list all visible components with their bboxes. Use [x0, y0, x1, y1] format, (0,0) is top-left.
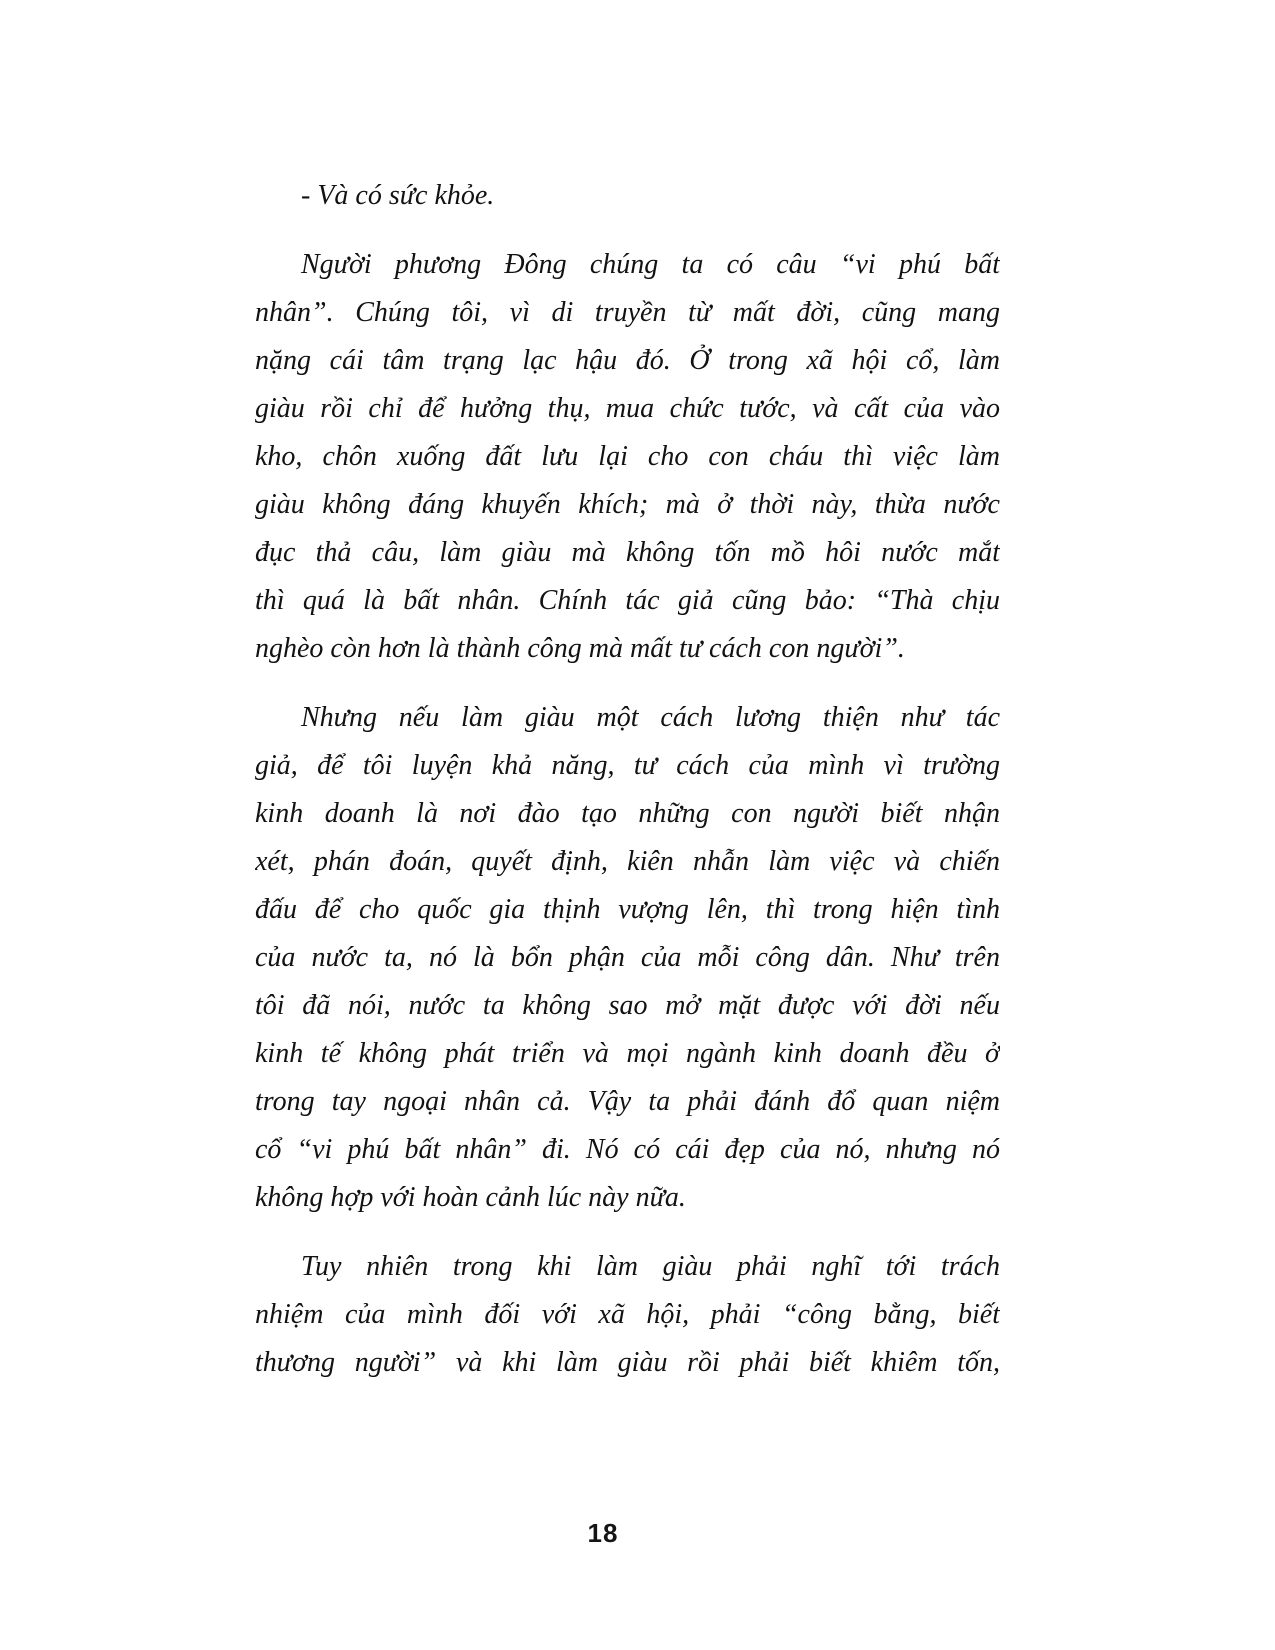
text-line: nặng cái tâm trạng lạc hậu đó. Ở trong xã hội cổ, làm: [255, 345, 1000, 376]
text-line: giàu rồi chỉ để hưởng thụ, mua chức tước, và cất của vào: [255, 393, 1000, 424]
text-line: - Và có sức khỏe.: [301, 180, 495, 211]
text-line: đục thả câu, làm giàu mà không tốn mồ hôi nước mắt: [255, 537, 1000, 568]
paragraph: [255, 241, 1000, 673]
paragraph: [255, 172, 1000, 220]
text-line: tôi đã nói, nước ta không sao mở mặt được với đời nếu: [255, 990, 1000, 1021]
text-line: nhân”. Chúng tôi, vì di truyền từ mất đời, cũng mang: [255, 297, 1000, 328]
text-line: giả, để tôi luyện khả năng, tư cách của mình vì trường: [255, 750, 1000, 781]
text-line: nhiệm của mình đối với xã hội, phải “công bằng, biết: [255, 1299, 1000, 1330]
text-line: của nước ta, nó là bổn phận của mỗi công dân. Như trên: [255, 942, 1000, 973]
text-line: giàu không đáng khuyến khích; mà ở thời này, thừa nước: [255, 489, 1000, 520]
text-block: [255, 172, 1000, 1387]
text-line: Tuy nhiên trong khi làm giàu phải nghĩ tới trách: [301, 1251, 1000, 1282]
text-line: xét, phán đoán, quyết định, kiên nhẫn làm việc và chiến: [255, 846, 1000, 877]
text-line: nghèo còn hơn là thành công mà mất tư cách con người”.: [255, 633, 905, 664]
paragraph: [255, 1243, 1000, 1387]
text-line: cổ “vi phú bất nhân” đi. Nó có cái đẹp của nó, nhưng nó: [255, 1134, 1000, 1165]
paragraph: [255, 694, 1000, 1222]
text-line: thương người” và khi làm giàu rồi phải biết khiêm tốn,: [255, 1347, 1000, 1378]
text-line: Người phương Đông chúng ta có câu “vi phú bất: [301, 249, 1000, 280]
page-number: 18: [587, 1518, 619, 1548]
text-line: trong tay ngoại nhân cả. Vậy ta phải đánh đổ quan niệm: [255, 1086, 1000, 1117]
text-line: thì quá là bất nhân. Chính tác giả cũng bảo: “Thà chịu: [255, 585, 1000, 616]
text-line: kinh tế không phát triển và mọi ngành kinh doanh đều ở: [255, 1038, 1000, 1069]
text-line: kinh doanh là nơi đào tạo những con người biết nhận: [255, 798, 1000, 829]
text-line: kho, chôn xuống đất lưu lại cho con cháu thì việc làm: [255, 441, 1000, 472]
text-line: không hợp với hoàn cảnh lúc này nữa.: [255, 1182, 686, 1213]
text-line: đấu để cho quốc gia thịnh vượng lên, thì trong hiện tình: [255, 894, 1000, 925]
text-line: Nhưng nếu làm giàu một cách lương thiện như tác: [301, 702, 1000, 733]
